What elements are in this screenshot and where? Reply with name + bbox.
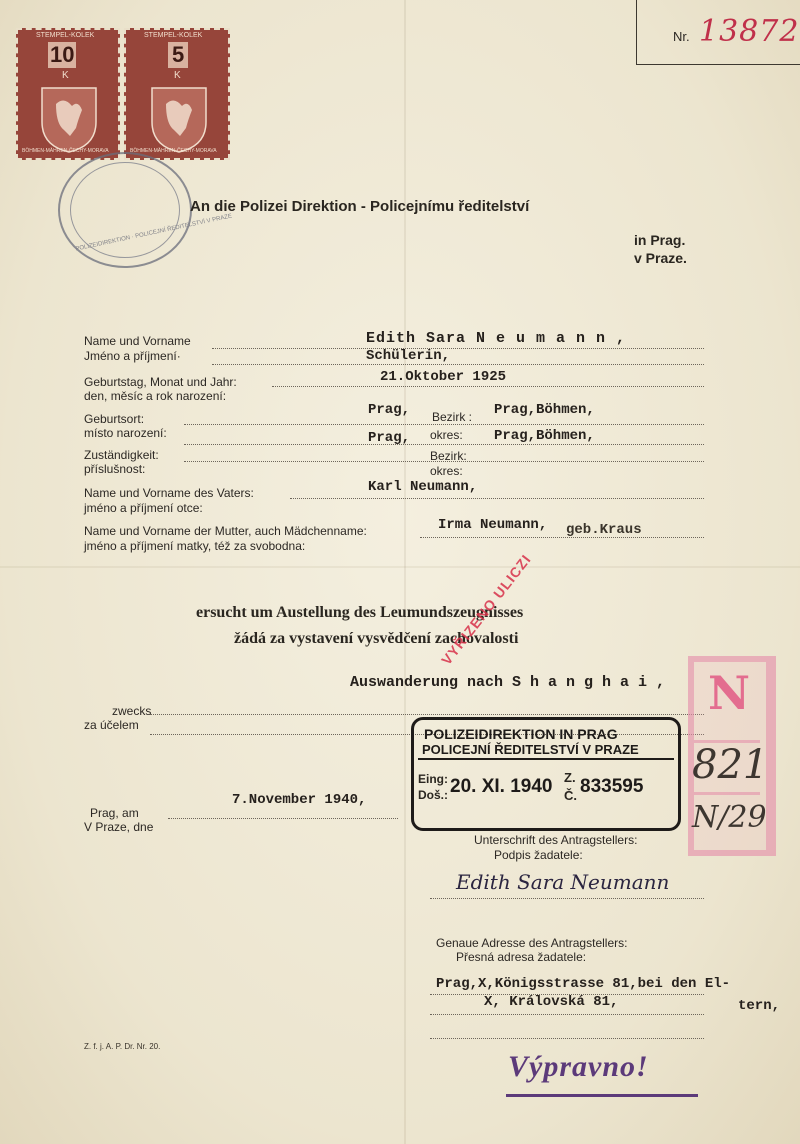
address-line-3: [430, 1038, 704, 1039]
birth-label-cs: den, měsíc a rok narození:: [84, 389, 227, 403]
addressee-line: An die Polizei Direktion - Policejnímu ředitelství: [190, 198, 530, 215]
request-cs: žádá za vystavení vysvědčení zachovalosti: [234, 630, 519, 647]
number-value: 13872: [699, 14, 800, 49]
mother-label-de: Name und Vorname der Mutter, auch Mädchenname:: [84, 524, 367, 538]
birthplace-label-cs: místo narození:: [84, 426, 167, 440]
purpose-label-de: zwecks: [112, 704, 152, 718]
date-value: 7.November 1940,: [232, 792, 367, 808]
name-value: Edith Sara N e u m a n n ,: [366, 330, 627, 347]
tax-stamp-value: 5: [168, 42, 188, 68]
signature-line: [430, 898, 704, 899]
tax-stamp-region: BÖHMEN-MÄHREN·ČECHY-MORAVA: [22, 148, 109, 154]
round-stamp-text: POLIZEIDIREKTION · POLICEJNÍ ŘEDITELSTVÍ V PRAZE: [75, 213, 233, 253]
addressee-city-cs: v Praze.: [634, 250, 687, 266]
zust-value: Prag,: [368, 430, 411, 446]
tax-stamp-unit: K: [62, 70, 69, 81]
fold-line: [404, 0, 406, 1144]
birthplace-value: Prag,: [368, 402, 411, 418]
purpose-line-1: [150, 714, 704, 715]
okres-value: Prag,Böhmen,: [494, 428, 595, 444]
form-number: Z. f. j. A. P. Dr. Nr. 20.: [84, 1042, 161, 1051]
address-line2: X, Královská 81,: [484, 994, 619, 1010]
occupation-line: [212, 364, 704, 365]
lion-emblem-icon: [34, 84, 104, 154]
entry-stamp: [411, 717, 681, 831]
mother-value: Irma Neumann,: [438, 517, 548, 533]
address-line1: Prag,X,Königsstrasse 81,bei den El-: [436, 976, 731, 992]
addressee-city-de: in Prag.: [634, 232, 686, 248]
pink-stamp-num1: 821: [692, 742, 769, 788]
purpose-label-cs: za účelem: [84, 718, 139, 732]
place-label-cs: V Praze, dne: [84, 820, 154, 834]
address-label-de: Genaue Adresse des Antragstellers:: [436, 936, 628, 950]
entry-stamp-dos: Doš.:: [418, 788, 448, 802]
signature-label-cs: Podpis žadatele:: [494, 848, 583, 862]
birth-label-de: Geburtstag, Monat und Jahr:: [84, 375, 237, 389]
entry-stamp-line2: POLICEJNÍ ŘEDITELSTVÍ V PRAZE: [422, 742, 639, 757]
request-de: ersucht um Austellung des Leumundszeugnisses: [196, 604, 524, 621]
tax-stamp-10: [16, 28, 120, 160]
okres-label: okres:: [430, 428, 463, 442]
entry-stamp-line1: POLIZEIDIREKTION IN PRAG: [424, 726, 618, 742]
address-label-cs: Přesná adresa žadatele:: [456, 950, 587, 964]
name-label-cs: Jméno a příjmení·: [84, 349, 181, 363]
address-line-2: [430, 1014, 704, 1015]
father-label-cs: jméno a příjmení otce:: [84, 501, 203, 515]
birth-value: 21.Oktober 1925: [380, 369, 507, 385]
entry-stamp-eing: Eing:: [418, 772, 448, 786]
tax-stamp-header: STEMPEL-KOLEK: [144, 32, 203, 39]
occupation-value: Schülerin,: [366, 348, 451, 364]
mother-label-cs: jméno a příjmení matky, též za svobodna:: [84, 539, 306, 553]
birthplace-line: [184, 424, 704, 425]
mother-line: [420, 537, 704, 538]
father-value: Karl Neumann,: [368, 479, 478, 495]
bezirk-value: Prag,Böhmen,: [494, 402, 595, 418]
signature-value: Edith Sara Neumann: [456, 870, 670, 894]
number-box: [636, 0, 800, 65]
red-diagonal-stamp: VYŘIZENO ULICZI: [438, 551, 535, 668]
tax-stamp-unit: K: [174, 70, 181, 81]
mother-maiden: geb.Kraus: [566, 522, 642, 538]
entry-stamp-number: 833595: [580, 776, 644, 797]
place-label-de: Prag, am: [90, 806, 139, 820]
birthplace-label-de: Geburtsort:: [84, 412, 145, 426]
entry-stamp-c: Č.: [564, 788, 577, 803]
zust-line: [184, 444, 704, 445]
round-stamp: [58, 152, 233, 268]
place-line: [168, 818, 398, 819]
tax-stamp-5: [124, 28, 230, 160]
zust-label-cs: příslušnost:: [84, 462, 146, 476]
vypravno-underline: [506, 1094, 698, 1097]
signature-label-de: Unterschrift des Antragstellers:: [474, 833, 638, 847]
lion-emblem-icon: [144, 84, 214, 154]
entry-stamp-date: 20. XI. 1940: [450, 776, 553, 797]
zust-line-2: [184, 461, 704, 462]
vypravno-stamp: Výpravno!: [508, 1050, 649, 1083]
okres2-label: okres:: [430, 464, 463, 478]
pink-stamp-num2: N/29: [692, 800, 767, 835]
father-line: [290, 498, 704, 499]
bezirk-label: Bezirk :: [432, 410, 473, 424]
entry-stamp-z: Z.: [564, 770, 576, 785]
horizontal-fold: [0, 566, 800, 568]
name-line: [212, 348, 704, 349]
tax-stamp-value: 10: [50, 42, 75, 67]
zust-label-de: Zuständigkeit:: [84, 448, 159, 462]
purpose-value: Auswanderung nach S h a n g h a i ,: [350, 674, 666, 691]
tax-stamp-region: BÖHMEN-MÄHREN·ČECHY-MORAVA: [130, 148, 217, 154]
name-label-de: Name und Vorname: [84, 334, 191, 348]
father-label-de: Name und Vorname des Vaters:: [84, 486, 254, 500]
number-label: Nr.: [673, 29, 690, 44]
tax-stamp-header: STEMPEL-KOLEK: [36, 32, 95, 39]
bezirk2-label: Bezirk:: [430, 449, 467, 463]
pink-stamp-letter: N: [708, 666, 751, 720]
birth-line: [272, 386, 704, 387]
address-line3: tern,: [738, 998, 781, 1014]
